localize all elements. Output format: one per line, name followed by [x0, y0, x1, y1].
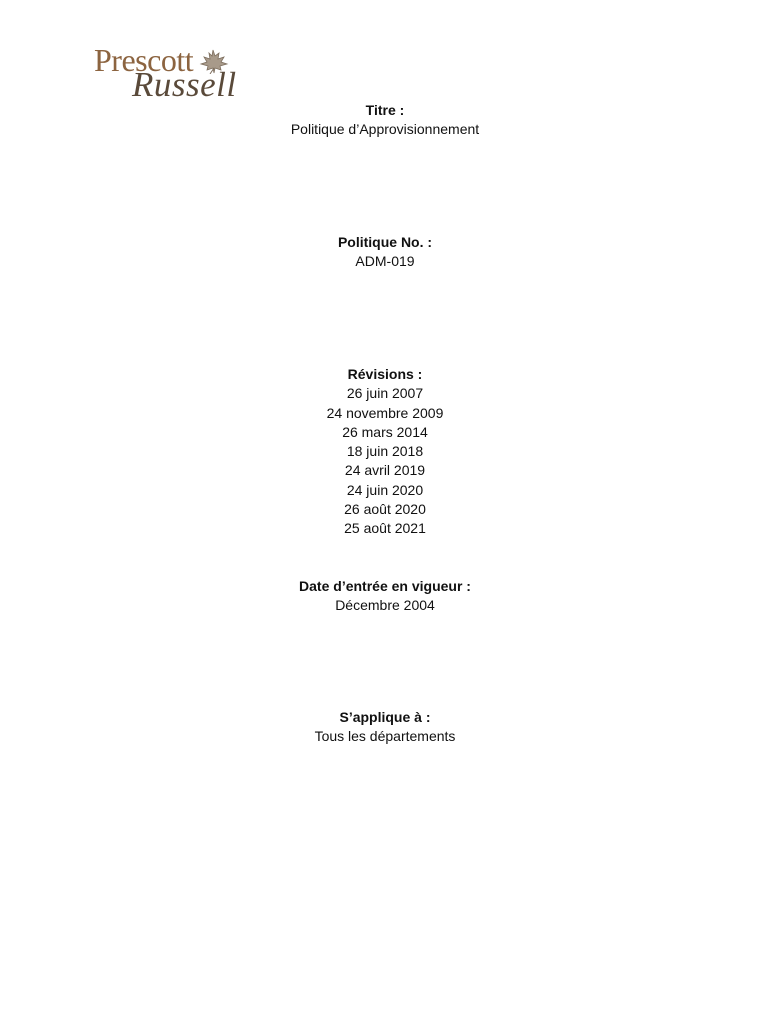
- revisions-section: [0, 365, 770, 539]
- applies-to-section: [0, 708, 770, 747]
- revision-date: 26 juin 2007: [346, 385, 424, 402]
- applies-to-label: S’applique à :: [339, 709, 431, 725]
- effective-date-label: Date d’entrée en vigueur :: [299, 578, 471, 594]
- revision-date: 25 août 2021: [344, 520, 426, 537]
- policy-number-section: [0, 233, 770, 272]
- prescott-russell-logo: [92, 42, 257, 104]
- effective-date-section: [0, 577, 770, 616]
- title-section: [0, 101, 770, 140]
- revision-date: 26 mars 2014: [342, 423, 428, 440]
- applies-to-value: Tous les départements: [314, 728, 456, 745]
- policy-number-value: ADM-019: [355, 253, 415, 270]
- revision-date: 24 juin 2020: [346, 481, 424, 498]
- revision-date: 24 novembre 2009: [326, 404, 444, 421]
- logo-text-prescott: Prescott: [94, 42, 194, 78]
- effective-date-value: Décembre 2004: [335, 597, 435, 614]
- revision-date: 18 juin 2018: [346, 443, 424, 460]
- policy-number-label: Politique No. :: [337, 234, 433, 250]
- title-label: Titre :: [365, 102, 405, 118]
- revision-date: 26 août 2020: [344, 501, 426, 518]
- revision-date: 24 avril 2019: [344, 462, 426, 479]
- title-value: Politique d’Approvisionnement: [290, 121, 480, 138]
- logo-text-russell: Russell: [132, 65, 237, 104]
- revisions-label: Révisions :: [347, 366, 423, 382]
